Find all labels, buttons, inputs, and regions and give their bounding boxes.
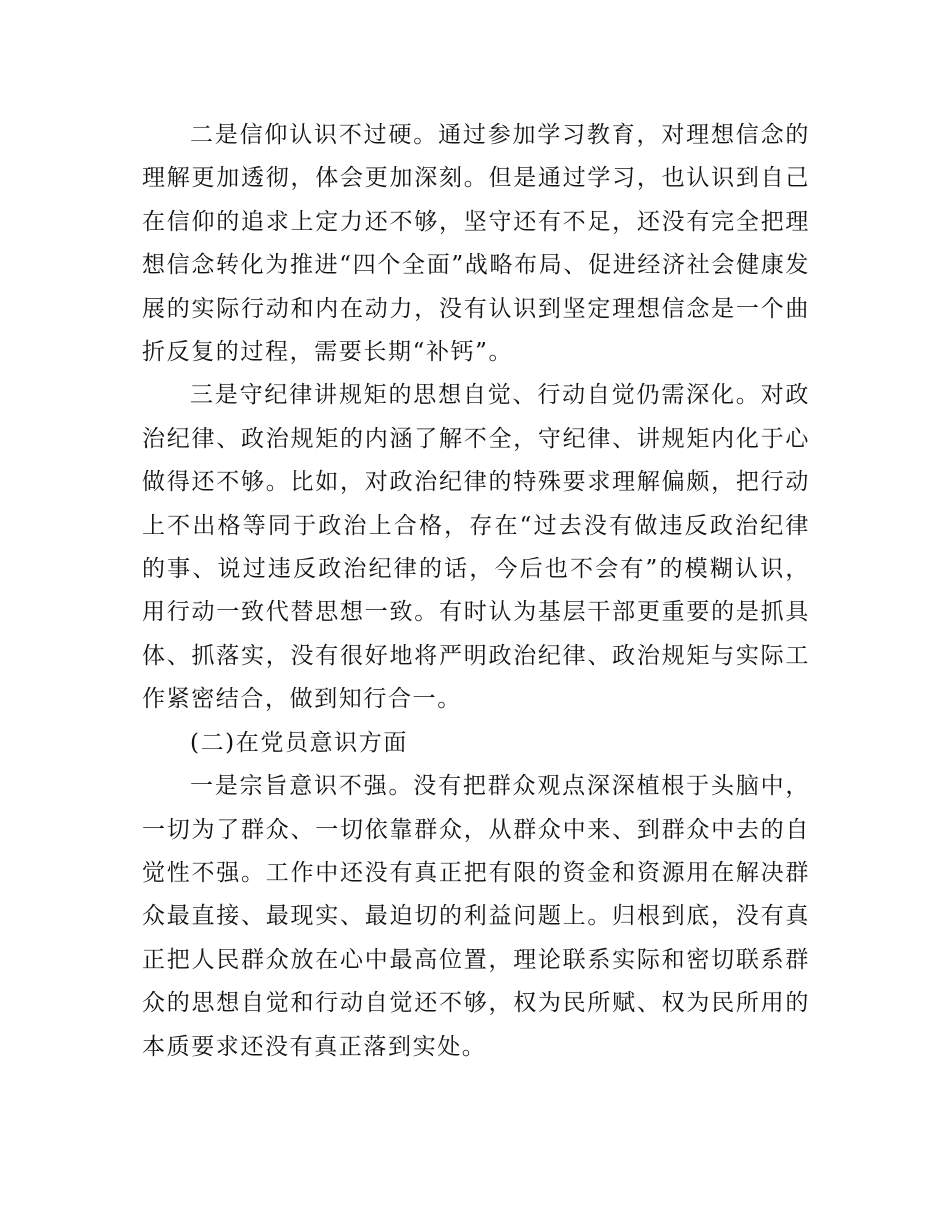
paragraph-purpose-awareness: 一是宗旨意识不强。没有把群众观点深深植根于头脑中，一切为了群众、一切依靠群众，从群众中来、到群众中去的自觉性不强。工作中还没有真正把有限的资金和资源用在解决群众最直接、最现实、最迫切的利益问题上。归根到底，没有真正把人民群众放在心中最高位置，理论联系实际和密切联系群众的思想自觉和行动自觉还不够，权为民所赋、权为民所用的本质要求还没有真正落到实处。: [142, 773, 810, 1060]
paragraph-faith-awareness: 二是信仰认识不过硬。通过参加学习教育，对理想信念的理解更加透彻，体会更加深刻。但是通过学习，也认识到自己在信仰的追求上定力还不够，坚守还有不足，还没有完全把理想信念转化为推进“四个全面”战略布局、促进经济社会健康发展的实际行动和内在动力，没有认识到坚定理想信念是一个曲折反复的过程，需要长期“补钙”。: [142, 122, 810, 366]
section-heading-party-awareness: (二)在党员意识方面: [190, 729, 408, 756]
paragraph-discipline-rules: 三是守纪律讲规矩的思想自觉、行动自觉仍需深化。对政治纪律、政治规矩的内涵了解不全，守纪律、讲规矩内化于心做得还不够。比如，对政治纪律的特殊要求理解偏颇，把行动上不出格等同于政治上合格，存在“过去没有做违反政治纪律的事、说过违反政治纪律的话，今后也不会有”的模糊认识，用行动一致代替思想一致。有时认为基层干部更重要的是抓具体、抓落实，没有很好地将严明政治纪律、政治规矩与实际工作紧密结合，做到知行合一。: [142, 382, 810, 713]
document-body: [142, 114, 810, 1069]
